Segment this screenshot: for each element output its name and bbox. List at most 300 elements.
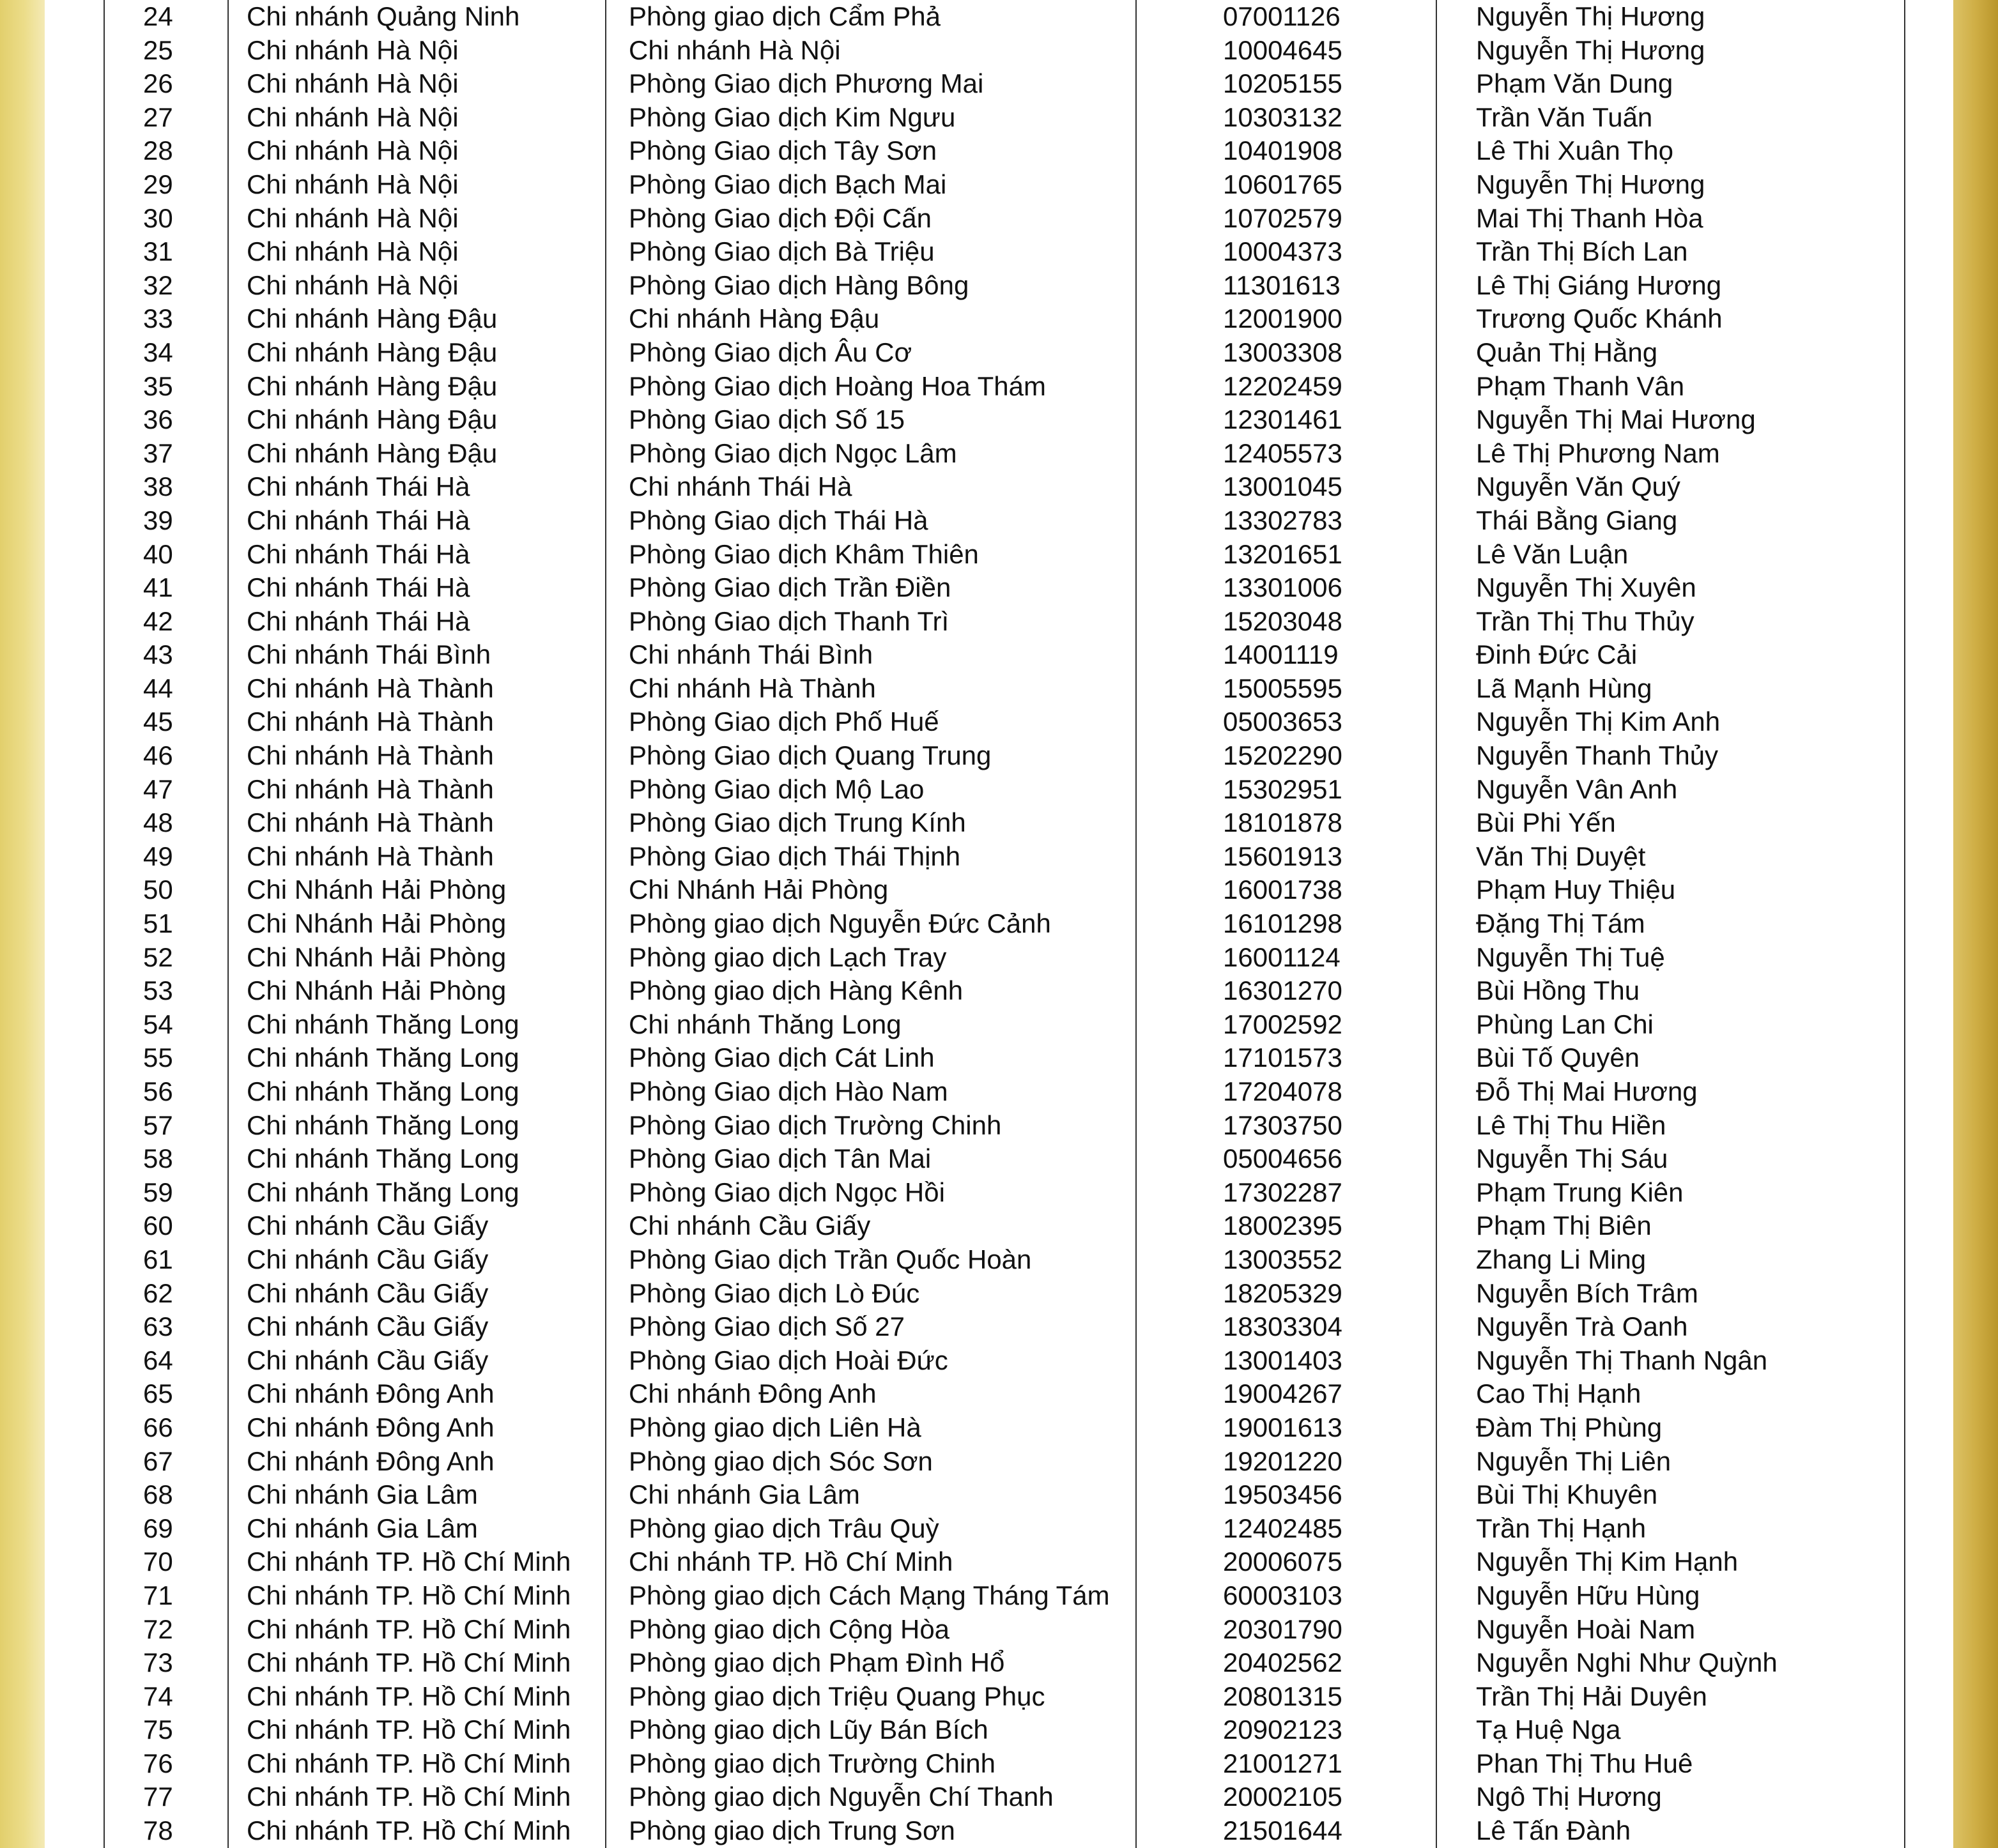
- office-name: Phòng Giao dịch Ngọc Hồi: [629, 1177, 945, 1207]
- contact-name: Bùi Thị Khuyên: [1476, 1479, 1658, 1510]
- office-name: Phòng giao dịch Cẩm Phả: [629, 1, 941, 31]
- office-code: 20902123: [1223, 1714, 1342, 1745]
- office-code: 17002592: [1223, 1009, 1342, 1039]
- table-row: [104, 34, 1905, 68]
- office-name: Phòng giao dịch Triệu Quang Phục: [629, 1681, 1045, 1711]
- branch-name: Chi nhánh Gia Lâm: [247, 1479, 478, 1510]
- branch-name: Chi nhánh Thái Hà: [247, 538, 470, 569]
- table-row: [104, 941, 1905, 975]
- contact-name: Nguyễn Thị Hương: [1476, 34, 1705, 65]
- office-code: 15601913: [1223, 841, 1342, 871]
- office-name: Phòng Giao dịch Cát Linh: [629, 1042, 935, 1073]
- table-row: [104, 571, 1905, 605]
- table-row: [104, 1142, 1905, 1176]
- branch-name: Chi nhánh Thăng Long: [247, 1076, 519, 1106]
- row-number: 61: [143, 1244, 173, 1274]
- table-row: [104, 1478, 1905, 1512]
- row-number: 32: [143, 270, 173, 300]
- table-row: [104, 370, 1905, 404]
- row-number: 28: [143, 135, 173, 166]
- office-code: 13301006: [1223, 572, 1342, 603]
- table-row: [104, 1613, 1905, 1647]
- row-number: 44: [143, 673, 173, 703]
- row-number: 34: [143, 337, 173, 367]
- branch-name: Chi nhánh Đông Anh: [247, 1412, 495, 1442]
- table-row: [104, 1310, 1905, 1344]
- row-number: 38: [143, 471, 173, 502]
- table-row: [104, 1109, 1905, 1143]
- office-code: 17302287: [1223, 1177, 1342, 1207]
- office-code: 10205155: [1223, 68, 1342, 99]
- row-number: 68: [143, 1479, 173, 1510]
- office-code: 19001613: [1223, 1412, 1342, 1442]
- branch-name: Chi nhánh Hà Nội: [247, 270, 459, 300]
- office-code: 13302783: [1223, 505, 1342, 535]
- office-name: Phòng giao dịch Cộng Hòa: [629, 1614, 950, 1644]
- row-number: 41: [143, 572, 173, 603]
- table-row: [104, 134, 1905, 168]
- table-row: [104, 974, 1905, 1008]
- branch-name: Chi nhánh Cầu Giấy: [247, 1345, 489, 1375]
- office-name: Phòng Giao dịch Hoài Đức: [629, 1345, 948, 1375]
- row-number: 42: [143, 606, 173, 636]
- branch-name: Chi nhánh Đông Anh: [247, 1378, 495, 1409]
- contact-name: Nguyễn Vân Anh: [1476, 774, 1678, 804]
- contact-name: Lê Thị Thu Hiền: [1476, 1110, 1666, 1140]
- branch-name: Chi nhánh TP. Hồ Chí Minh: [247, 1580, 571, 1610]
- contact-name: Nguyễn Thị Kim Hạnh: [1476, 1546, 1739, 1577]
- branch-name: Chi nhánh Thái Hà: [247, 471, 470, 502]
- office-code: 10303132: [1223, 102, 1342, 132]
- table-row: [104, 1008, 1905, 1042]
- row-number: 58: [143, 1143, 173, 1174]
- office-code: 13001403: [1223, 1345, 1342, 1375]
- office-code: 12001900: [1223, 303, 1342, 334]
- row-number: 25: [143, 34, 173, 65]
- contact-name: Nguyễn Thị Hương: [1476, 1, 1705, 31]
- office-code: 20801315: [1223, 1681, 1342, 1711]
- office-code: 15202290: [1223, 740, 1342, 771]
- row-number: 57: [143, 1110, 173, 1140]
- office-name: Phòng Giao dịch Mộ Lao: [629, 774, 925, 804]
- office-code: 16001738: [1223, 874, 1342, 905]
- office-name: Phòng Giao dịch Thái Thịnh: [629, 841, 961, 871]
- table-row: [104, 1545, 1905, 1579]
- contact-name: Quản Thị Hằng: [1476, 337, 1658, 367]
- table-row: [104, 1713, 1905, 1747]
- table-row: [104, 739, 1905, 773]
- office-name: Chi nhánh Hà Nội: [629, 34, 841, 65]
- office-name: Phòng Giao dịch Tân Mai: [629, 1143, 932, 1174]
- office-name: Chi nhánh Thái Bình: [629, 639, 873, 670]
- office-code: 13003308: [1223, 337, 1342, 367]
- table-row: [104, 1445, 1905, 1479]
- contact-name: Nguyễn Văn Quý: [1476, 471, 1680, 502]
- contact-name: Thái Bằng Giang: [1476, 505, 1678, 535]
- row-number: 33: [143, 303, 173, 334]
- branch-name: Chi nhánh Thái Bình: [247, 639, 491, 670]
- branch-name: Chi nhánh Hà Nội: [247, 236, 459, 267]
- office-name: Chi nhánh Đông Anh: [629, 1378, 877, 1409]
- contact-name: Nguyễn Hoài Nam: [1476, 1614, 1696, 1644]
- contact-name: Lã Mạnh Hùng: [1476, 673, 1652, 703]
- branch-name: Chi Nhánh Hải Phòng: [247, 975, 507, 1006]
- table-row: [104, 538, 1905, 572]
- office-name: Phòng Giao dịch Bạch Mai: [629, 169, 947, 199]
- contact-name: Lê Thị Phương Nam: [1476, 438, 1720, 468]
- branch-name: Chi nhánh Hà Thành: [247, 807, 494, 838]
- branch-name: Chi nhánh Hà Nội: [247, 169, 459, 199]
- office-code: 11301613: [1223, 270, 1341, 300]
- office-name: Phòng giao dịch Nguyễn Chí Thanh: [629, 1782, 1054, 1812]
- office-code: 15203048: [1223, 606, 1342, 636]
- office-name: Chi nhánh Thái Hà: [629, 471, 852, 502]
- contact-name: Nguyễn Trà Oanh: [1476, 1311, 1688, 1342]
- table-row: [104, 806, 1905, 840]
- office-code: 18101878: [1223, 807, 1342, 838]
- contact-name: Nguyễn Thị Xuyên: [1476, 572, 1696, 603]
- branch-name: Chi nhánh Thăng Long: [247, 1110, 519, 1140]
- office-name: Phòng Giao dịch Phương Mai: [629, 68, 984, 99]
- branch-name: Chi nhánh Hà Nội: [247, 202, 459, 233]
- branch-name: Chi nhánh Cầu Giấy: [247, 1210, 489, 1241]
- office-name: Phòng Giao dịch Hoàng Hoa Thám: [629, 370, 1046, 401]
- office-code: 19201220: [1223, 1446, 1342, 1476]
- office-name: Phòng Giao dịch Lò Đúc: [629, 1278, 920, 1308]
- table-row: [104, 437, 1905, 471]
- office-name: Chi Nhánh Hải Phòng: [629, 874, 889, 905]
- row-number: 29: [143, 169, 173, 199]
- office-code: 20402562: [1223, 1647, 1342, 1678]
- office-name: Phòng Giao dịch Trần Điền: [629, 572, 951, 603]
- office-name: Phòng Giao dịch Trường Chinh: [629, 1110, 1002, 1140]
- contact-name: Phạm Huy Thiệu: [1476, 874, 1676, 905]
- contact-name: Phạm Thanh Vân: [1476, 370, 1685, 401]
- table-body: [104, 0, 1905, 1848]
- office-name: Phòng Giao dịch Ngọc Lâm: [629, 438, 957, 468]
- contact-name: Nguyễn Thanh Thủy: [1476, 740, 1719, 771]
- branch-name: Chi nhánh Thái Hà: [247, 572, 470, 603]
- contact-name: Trần Thị Thu Thủy: [1476, 606, 1694, 636]
- table-row: [104, 403, 1905, 437]
- office-code: 07001126: [1223, 1, 1341, 31]
- table-row: [104, 873, 1905, 907]
- branch-name: Chi nhánh TP. Hồ Chí Minh: [247, 1714, 571, 1745]
- row-number: 64: [143, 1345, 173, 1375]
- table-row: [104, 705, 1905, 739]
- office-code: 20301790: [1223, 1614, 1342, 1644]
- office-name: Chi nhánh Thăng Long: [629, 1009, 902, 1039]
- office-code: 13201651: [1223, 538, 1342, 569]
- table-row: [104, 1646, 1905, 1680]
- branch-name: Chi nhánh Hàng Đậu: [247, 303, 498, 334]
- branch-name: Chi nhánh Thăng Long: [247, 1009, 519, 1039]
- table-row: [104, 605, 1905, 639]
- office-code: 10601765: [1223, 169, 1342, 199]
- table-row: [104, 1075, 1905, 1109]
- branch-name: Chi nhánh Hà Thành: [247, 706, 494, 737]
- office-name: Phòng Giao dịch Thanh Trì: [629, 606, 949, 636]
- table-row: [104, 1344, 1905, 1378]
- table-row: [104, 302, 1905, 336]
- table-row: [104, 1512, 1905, 1546]
- table-row: [104, 1780, 1905, 1814]
- branch-name: Chi nhánh Gia Lâm: [247, 1513, 478, 1543]
- office-name: Phòng Giao dịch Âu Cơ: [629, 337, 912, 367]
- office-code: 16001124: [1223, 942, 1341, 972]
- contact-name: Nguyễn Thị Hương: [1476, 169, 1705, 199]
- office-code: 05004656: [1223, 1143, 1342, 1174]
- branch-name: Chi nhánh TP. Hồ Chí Minh: [247, 1647, 571, 1678]
- branch-name: Chi nhánh Cầu Giấy: [247, 1278, 489, 1308]
- office-name: Phòng giao dịch Trường Chinh: [629, 1748, 996, 1778]
- table-row: [104, 235, 1905, 269]
- branch-name: Chi nhánh Hà Nội: [247, 135, 459, 166]
- office-code: 20002105: [1223, 1782, 1342, 1812]
- row-number: 78: [143, 1815, 173, 1846]
- table-row: [104, 1277, 1905, 1311]
- table-row: [104, 1176, 1905, 1210]
- table-row: [104, 1377, 1905, 1411]
- office-name: Phòng Giao dịch Hào Nam: [629, 1076, 948, 1106]
- office-name: Phòng Giao dịch Đội Cấn: [629, 202, 932, 233]
- contact-name: Nguyễn Thị Tuệ: [1476, 942, 1665, 972]
- branch-name: Chi nhánh TP. Hồ Chí Minh: [247, 1614, 571, 1644]
- office-code: 19503456: [1223, 1479, 1342, 1510]
- contact-name: Đàm Thị Phùng: [1476, 1412, 1663, 1442]
- office-name: Phòng Giao dịch Thái Hà: [629, 505, 928, 535]
- row-number: 59: [143, 1177, 173, 1207]
- office-code: 13001045: [1223, 471, 1342, 502]
- office-name: Phòng Giao dịch Khâm Thiên: [629, 538, 979, 569]
- office-code: 17204078: [1223, 1076, 1342, 1106]
- contact-name: Phùng Lan Chi: [1476, 1009, 1654, 1039]
- office-name: Phòng giao dịch Trâu Quỳ: [629, 1513, 939, 1543]
- row-number: 43: [143, 639, 173, 670]
- table-row: [104, 168, 1905, 202]
- contact-name: Tạ Huệ Nga: [1476, 1714, 1621, 1745]
- branch-name: Chi Nhánh Hải Phòng: [247, 942, 507, 972]
- row-number: 45: [143, 706, 173, 737]
- branch-name: Chi Nhánh Hải Phòng: [247, 874, 507, 905]
- office-code: 14001119: [1223, 639, 1339, 670]
- branch-name: Chi nhánh Thăng Long: [247, 1177, 519, 1207]
- table-row: [104, 907, 1905, 941]
- row-number: 30: [143, 202, 173, 233]
- contact-name: Phạm Thị Biên: [1476, 1210, 1652, 1241]
- branch-name: Chi nhánh Hà Nội: [247, 68, 459, 99]
- office-code: 12405573: [1223, 438, 1342, 468]
- row-number: 51: [143, 908, 173, 939]
- branch-name: Chi nhánh Thái Hà: [247, 505, 470, 535]
- office-name: Chi nhánh Cầu Giấy: [629, 1210, 871, 1241]
- office-name: Phòng giao dịch Lạch Tray: [629, 942, 947, 972]
- branch-name: Chi nhánh Thăng Long: [247, 1042, 519, 1073]
- row-number: 24: [143, 1, 173, 31]
- row-number: 54: [143, 1009, 173, 1039]
- row-number: 69: [143, 1513, 173, 1543]
- office-name: Phòng Giao dịch Số 27: [629, 1311, 905, 1342]
- contact-name: Trần Thị Hải Duyên: [1476, 1681, 1707, 1711]
- branch-name: Chi Nhánh Hải Phòng: [247, 908, 507, 939]
- table-row: [104, 672, 1905, 706]
- table-row: [104, 1209, 1905, 1243]
- office-name: Phòng Giao dịch Tây Sơn: [629, 135, 937, 166]
- contact-name: Lê Tấn Đành: [1476, 1815, 1631, 1846]
- row-number: 40: [143, 538, 173, 569]
- contact-name: Nguyễn Thị Liên: [1476, 1446, 1671, 1476]
- branch-name: Chi nhánh TP. Hồ Chí Minh: [247, 1815, 571, 1846]
- office-code: 15302951: [1223, 774, 1342, 804]
- office-name: Phòng Giao dịch Bà Triệu: [629, 236, 935, 267]
- row-number: 76: [143, 1748, 173, 1778]
- branch-name: Chi nhánh Quảng Ninh: [247, 1, 520, 31]
- contact-name: Bùi Hồng Thu: [1476, 975, 1640, 1006]
- contact-name: Zhang Li Ming: [1476, 1244, 1647, 1274]
- row-number: 48: [143, 807, 173, 838]
- table-row: [104, 1411, 1905, 1445]
- office-code: 12301461: [1223, 404, 1342, 435]
- contact-name: Mai Thị Thanh Hòa: [1476, 202, 1703, 233]
- table-row: [104, 1814, 1905, 1848]
- row-number: 70: [143, 1546, 173, 1577]
- row-number: 75: [143, 1714, 173, 1745]
- branch-table: [104, 0, 1905, 1848]
- office-name: Phòng Giao dịch Quang Trung: [629, 740, 992, 771]
- office-code: 12202459: [1223, 370, 1342, 401]
- contact-name: Phan Thị Thu Huê: [1476, 1748, 1693, 1778]
- row-number: 49: [143, 841, 173, 871]
- table-row: [104, 336, 1905, 370]
- contact-name: Bùi Tố Quyên: [1476, 1042, 1640, 1073]
- branch-name: Chi nhánh TP. Hồ Chí Minh: [247, 1681, 571, 1711]
- row-number: 67: [143, 1446, 173, 1476]
- row-number: 46: [143, 740, 173, 771]
- table-row: [104, 470, 1905, 504]
- branch-name: Chi nhánh Hà Thành: [247, 841, 494, 871]
- contact-name: Lê Thi Xuân Thọ: [1476, 135, 1674, 166]
- office-name: Chi nhánh Hàng Đậu: [629, 303, 880, 334]
- row-number: 71: [143, 1580, 173, 1610]
- contact-name: Trần Thị Bích Lan: [1476, 236, 1688, 267]
- contact-name: Văn Thị Duyệt: [1476, 841, 1646, 871]
- office-name: Phòng Giao dịch Trung Kính: [629, 807, 966, 838]
- office-name: Phòng giao dịch Nguyễn Đức Cảnh: [629, 908, 1051, 939]
- office-code: 10702579: [1223, 202, 1342, 233]
- office-code: 13003552: [1223, 1244, 1342, 1274]
- contact-name: Phạm Văn Dung: [1476, 68, 1673, 99]
- table-row: [104, 1579, 1905, 1613]
- office-code: 17101573: [1223, 1042, 1342, 1073]
- branch-name: Chi nhánh Thăng Long: [247, 1143, 519, 1174]
- branch-name: Chi nhánh Hà Thành: [247, 673, 494, 703]
- contact-name: Nguyễn Thị Mai Hương: [1476, 404, 1756, 435]
- office-code: 19004267: [1223, 1378, 1342, 1409]
- office-name: Phòng Giao dịch Kim Ngưu: [629, 102, 956, 132]
- office-name: Phòng giao dịch Phạm Đình Hổ: [629, 1647, 1005, 1678]
- contact-name: Lê Văn Luận: [1476, 538, 1629, 569]
- row-number: 66: [143, 1412, 173, 1442]
- office-name: Phòng Giao dịch Trần Quốc Hoàn: [629, 1244, 1032, 1274]
- contact-name: Phạm Trung Kiên: [1476, 1177, 1684, 1207]
- contact-name: Bùi Phi Yến: [1476, 807, 1616, 838]
- table-row: [104, 1243, 1905, 1277]
- office-name: Phòng Giao dịch Hàng Bông: [629, 270, 969, 300]
- row-number: 47: [143, 774, 173, 804]
- office-name: Phòng giao dịch Sóc Sơn: [629, 1446, 933, 1476]
- office-name: Phòng giao dịch Lũy Bán Bích: [629, 1714, 988, 1745]
- office-name: Chi nhánh TP. Hồ Chí Minh: [629, 1546, 953, 1577]
- branch-name: Chi nhánh TP. Hồ Chí Minh: [247, 1748, 571, 1778]
- office-code: 18205329: [1223, 1278, 1342, 1308]
- branch-name: Chi nhánh Hà Nội: [247, 102, 459, 132]
- office-name: Phòng giao dịch Cách Mạng Tháng Tám: [629, 1580, 1110, 1610]
- office-name: Phòng giao dịch Liên Hà: [629, 1412, 921, 1442]
- office-code: 10004373: [1223, 236, 1342, 267]
- contact-name: Cao Thị Hạnh: [1476, 1378, 1641, 1409]
- row-number: 52: [143, 942, 173, 972]
- table-row: [104, 0, 1905, 34]
- office-name: Phòng giao dịch Trung Sơn: [629, 1815, 955, 1846]
- table-row: [104, 269, 1905, 303]
- branch-name: Chi nhánh TP. Hồ Chí Minh: [247, 1782, 571, 1812]
- branch-name: Chi nhánh Cầu Giấy: [247, 1244, 489, 1274]
- table-row: [104, 773, 1905, 807]
- contact-name: Nguyễn Thị Sáu: [1476, 1143, 1668, 1174]
- branch-name: Chi nhánh Hàng Đậu: [247, 337, 498, 367]
- branch-name: Chi nhánh Hà Thành: [247, 740, 494, 771]
- row-number: 65: [143, 1378, 173, 1409]
- row-number: 50: [143, 874, 173, 905]
- office-code: 10401908: [1223, 135, 1342, 166]
- row-number: 37: [143, 438, 173, 468]
- contact-name: Nguyễn Thị Thanh Ngân: [1476, 1345, 1768, 1375]
- contact-name: Lê Thị Giáng Hương: [1476, 270, 1722, 300]
- branch-name: Chi nhánh Hà Thành: [247, 774, 494, 804]
- office-code: 17303750: [1223, 1110, 1342, 1140]
- row-number: 53: [143, 975, 173, 1006]
- contact-name: Nguyễn Nghi Như Quỳnh: [1476, 1647, 1778, 1678]
- contact-name: Trần Thị Hạnh: [1476, 1513, 1647, 1543]
- office-name: Phòng Giao dịch Phố Huế: [629, 706, 939, 737]
- contact-name: Nguyễn Hữu Hùng: [1476, 1580, 1700, 1610]
- row-number: 55: [143, 1042, 173, 1073]
- row-number: 73: [143, 1647, 173, 1678]
- contact-name: Đặng Thị Tám: [1476, 908, 1645, 939]
- office-code: 15005595: [1223, 673, 1342, 703]
- contact-name: Nguyễn Thị Kim Anh: [1476, 706, 1721, 737]
- table-row: [104, 202, 1905, 236]
- branch-name: Chi nhánh TP. Hồ Chí Minh: [247, 1546, 571, 1577]
- branch-name: Chi nhánh Cầu Giấy: [247, 1311, 489, 1342]
- office-name: Phòng giao dịch Hàng Kênh: [629, 975, 964, 1006]
- office-name: Phòng Giao dịch Số 15: [629, 404, 905, 435]
- right-gold-border: [1953, 0, 1998, 1848]
- office-code: 16101298: [1223, 908, 1342, 939]
- branch-name: Chi nhánh Hàng Đậu: [247, 370, 498, 401]
- row-number: 56: [143, 1076, 173, 1106]
- office-code: 21001271: [1223, 1748, 1342, 1778]
- table-row: [104, 840, 1905, 874]
- row-number: 31: [143, 236, 173, 267]
- row-number: 72: [143, 1614, 173, 1644]
- row-number: 26: [143, 68, 173, 99]
- table-row: [104, 1041, 1905, 1075]
- row-number: 39: [143, 505, 173, 535]
- office-code: 60003103: [1223, 1580, 1342, 1610]
- table-row: [104, 101, 1905, 135]
- table-row: [104, 1680, 1905, 1714]
